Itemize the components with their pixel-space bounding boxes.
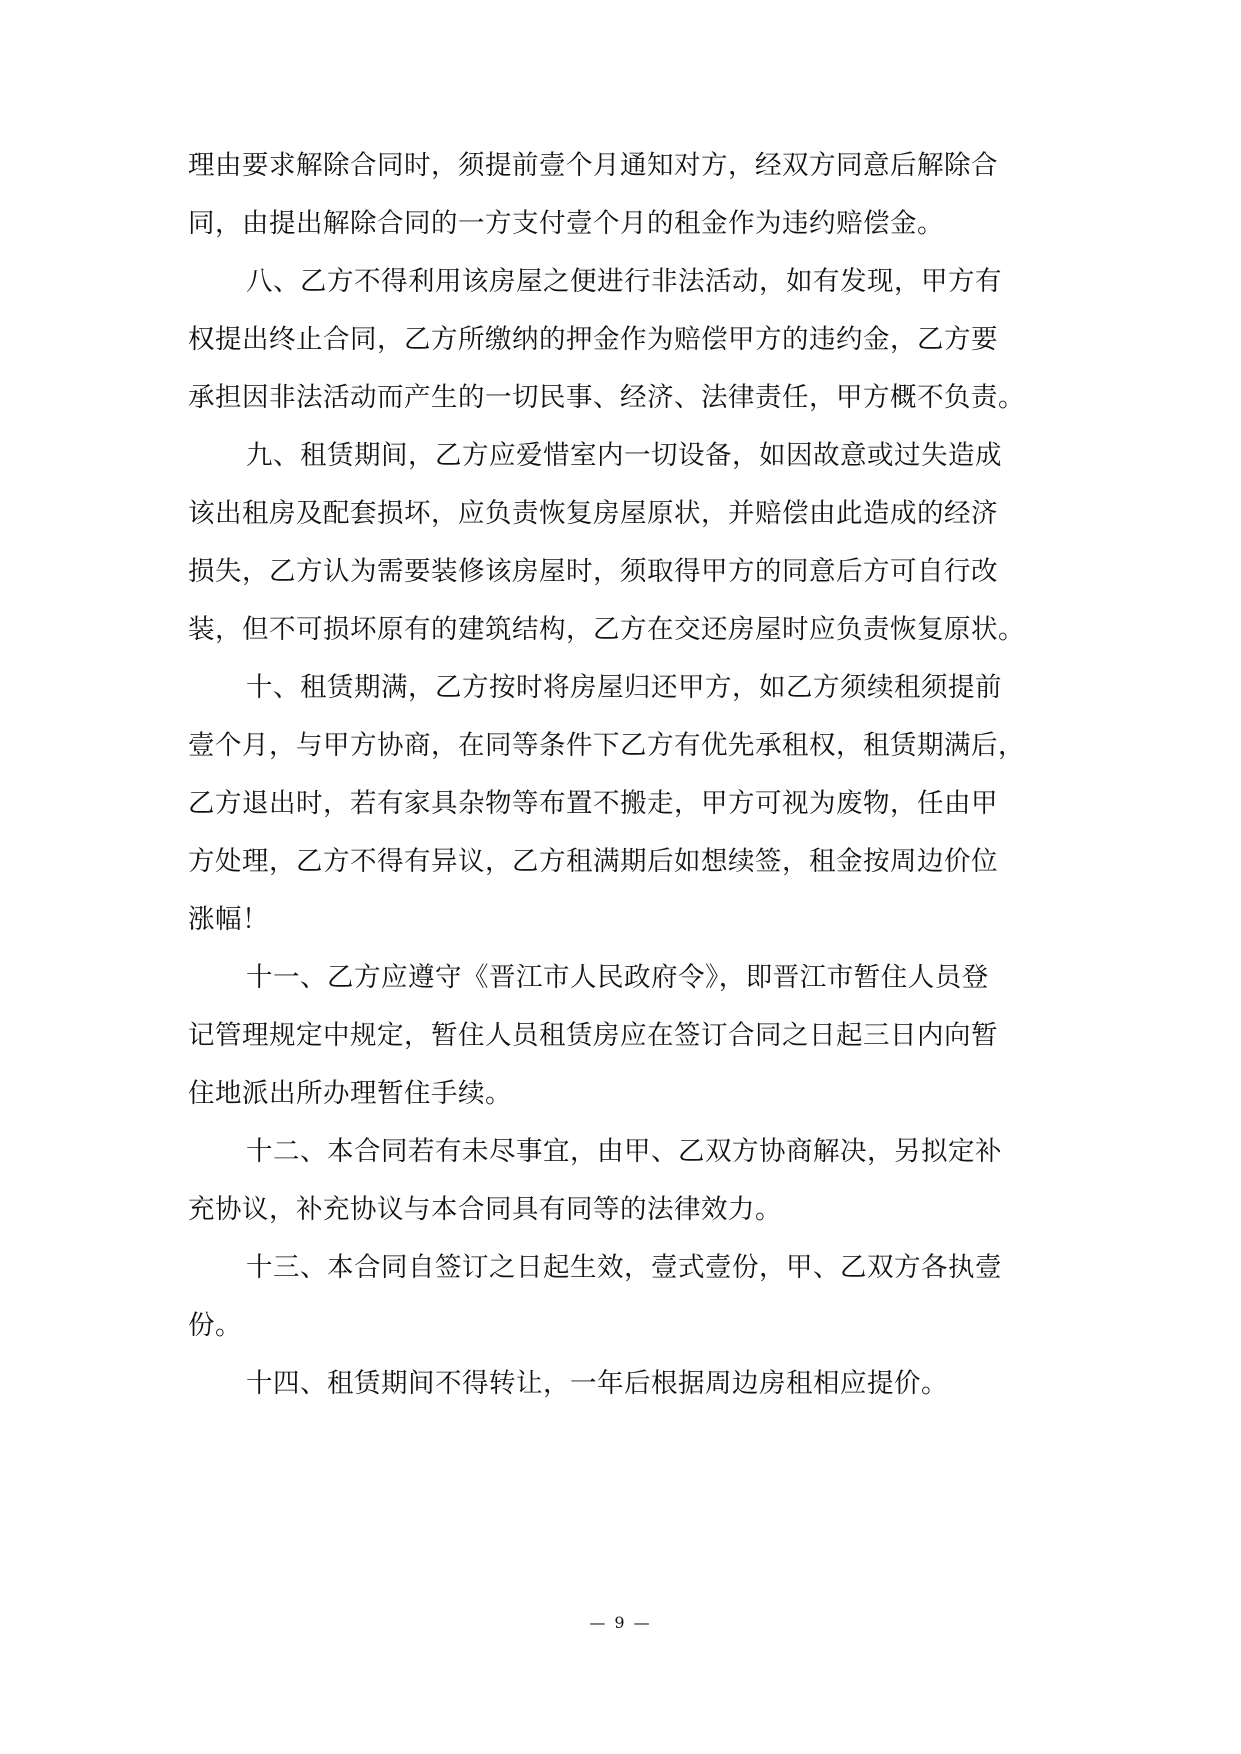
clause-9-line: 九、租赁期间，乙方应爱惜室内一切设备，如因故意或过失造成 <box>246 440 1002 471</box>
text-line: 同，由提出解除合同的一方支付壹个月的租金作为违约赔偿金。 <box>188 208 944 239</box>
page-number: — 9 — <box>589 1613 652 1632</box>
clause-8-line: 八、乙方不得利用该房屋之便进行非法活动，如有发现，甲方有 <box>246 266 1002 297</box>
text-line: 装，但不可损坏原有的建筑结构，乙方在交还房屋时应负责恢复原状。 <box>188 614 1025 645</box>
text-line: 理由要求解除合同时，须提前壹个月通知对方，经双方同意后解除合 <box>188 150 998 181</box>
text-line: 记管理规定中规定，暂住人员租赁房应在签订合同之日起三日内向暂 <box>188 1020 998 1051</box>
text-line: 住地派出所办理暂住手续。 <box>188 1078 512 1109</box>
clause-10-line: 十、租赁期满，乙方按时将房屋归还甲方，如乙方须续租须提前 <box>246 672 1002 703</box>
text-line: 充协议，补充协议与本合同具有同等的法律效力。 <box>188 1194 782 1225</box>
text-line: 壹个月，与甲方协商，在同等条件下乙方有优先承租权，租赁期满后， <box>188 730 1025 761</box>
text-line: 权提出终止合同，乙方所缴纳的押金作为赔偿甲方的违约金，乙方要 <box>188 324 998 355</box>
clause-12-line: 十二、本合同若有未尽事宜，由甲、乙双方协商解决，另拟定补 <box>246 1136 1002 1167</box>
clause-11-line: 十一、乙方应遵守《晋江市人民政府令》，即晋江市暂住人员登 <box>246 962 989 993</box>
text-line: 承担因非法活动而产生的一切民事、经济、法律责任，甲方概不负责。 <box>188 382 1025 413</box>
text-line: 该出租房及配套损坏，应负责恢复房屋原状，并赔偿由此造成的经济 <box>188 498 998 529</box>
clause-14-line: 十四、租赁期间不得转让，一年后根据周边房租相应提价。 <box>246 1368 948 1399</box>
text-line: 乙方退出时，若有家具杂物等布置不搬走，甲方可视为废物，任由甲 <box>188 788 998 819</box>
text-line: 涨幅！ <box>188 904 269 935</box>
text-line: 份。 <box>188 1310 242 1341</box>
text-line: 方处理，乙方不得有异议，乙方租满期后如想续签，租金按周边价位 <box>188 846 998 877</box>
clause-13-line: 十三、本合同自签订之日起生效，壹式壹份，甲、乙双方各执壹 <box>246 1252 1002 1283</box>
text-line: 损失，乙方认为需要装修该房屋时，须取得甲方的同意后方可自行改 <box>188 556 998 587</box>
